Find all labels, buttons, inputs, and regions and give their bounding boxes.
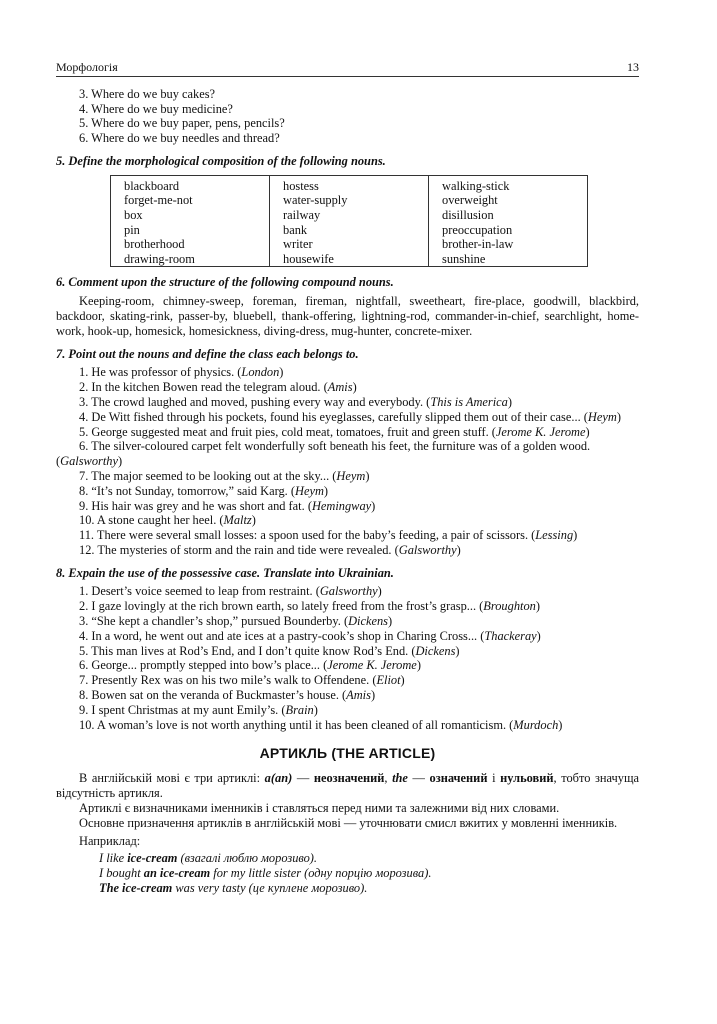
source-author: Murdoch <box>513 717 559 732</box>
closing-paren: ) <box>313 702 318 717</box>
table-cell: blackboard <box>124 178 180 193</box>
intro-text: В англійській мові є три артиклі: <box>79 771 265 786</box>
source-author: Amis <box>327 380 353 395</box>
exercise-8-list <box>56 584 639 732</box>
term-zero: нульовий <box>500 771 554 786</box>
closing-paren: ) <box>352 380 357 395</box>
list-item <box>56 614 639 629</box>
article-paragraph-4: Наприклад: <box>79 834 141 849</box>
closing-paren: ) <box>416 658 421 673</box>
sentence-text: 8. “It’s not Sunday, tomorrow,” said Karg. ( <box>79 483 295 498</box>
sentence-text: 3. “She kept a chandler’s shop,” pursued Bounderby. ( <box>79 614 349 629</box>
sentence-text: 12. The mysteries of storm and the rain and tide were revealed. ( <box>79 542 399 557</box>
sentence-text: 7. Presently Rex was on his two mile’s walk to Offendene. ( <box>79 673 377 688</box>
closing-paren: ) <box>536 628 541 643</box>
example-pre: I bought <box>99 866 144 881</box>
sentence-text: 3. The crowd laughed and moved, pushing every way and everybody. ( <box>79 394 431 409</box>
term-the: the <box>392 771 408 786</box>
sentence-text: 6. The silver-coloured carpet felt wonderfully soft beneath his feet, the furniture was of a golden wood. ( <box>56 439 591 469</box>
example-bold: ice-cream <box>127 851 178 866</box>
intro-rest: , тобто значуща відсутність артикля. <box>56 771 640 801</box>
exercise-4-tail <box>56 87 639 146</box>
source-author: Heym <box>295 483 324 498</box>
example-bold: The ice-cream <box>99 880 173 895</box>
sentence-text: 9. I spent Christmas at my aunt Emily’s. ( <box>79 702 286 717</box>
closing-paren: ) <box>455 643 460 658</box>
list-item <box>56 380 639 395</box>
list-item <box>56 599 639 614</box>
list-item <box>56 410 639 425</box>
list-item <box>56 673 639 688</box>
sentence-text: 7. The major seemed to be looking out at the sky... ( <box>79 468 337 483</box>
closing-paren: ) <box>323 483 329 498</box>
closing-paren: ) <box>377 584 382 599</box>
list-item <box>56 513 639 528</box>
source-author: Dickens <box>415 643 456 658</box>
sentence-text: 1. He was professor of physics. ( <box>79 365 242 380</box>
source-author: Hemingway <box>311 498 372 513</box>
source-author: Broughton <box>483 599 536 614</box>
exercise-5-title: 5. Define the morphological composition of the following nouns. <box>56 153 386 168</box>
source-author: Brain <box>285 702 314 717</box>
nouns-column <box>270 175 429 267</box>
table-cell: disillusion <box>442 207 494 222</box>
page-header <box>56 60 639 77</box>
source-author: Heym <box>336 468 366 483</box>
source-author: Galsworthy <box>60 454 118 469</box>
list-item: 6. Where do we buy needles and thread? <box>79 131 280 146</box>
source-author: This is America <box>430 394 508 409</box>
list-item: 3. Where do we buy cakes? <box>79 86 216 101</box>
sentence-text: 4. In a word, he went out and ate ices at a pastry-cook’s shop in Charing Cross... ( <box>79 628 485 643</box>
list-item <box>56 499 639 514</box>
list-item <box>56 528 639 543</box>
example-line <box>99 881 639 896</box>
closing-paren: ) <box>573 528 578 543</box>
list-item <box>56 629 639 644</box>
closing-paren: ) <box>365 468 370 483</box>
table-cell: housewife <box>283 251 334 266</box>
table-cell: forget-me-not <box>124 193 193 208</box>
list-item <box>56 469 639 484</box>
sentence-text: 4. De Witt fished through his pockets, found his eyeglasses, carefully slipped them out of their case... ( <box>79 409 588 424</box>
source-author: Heym <box>587 409 617 424</box>
list-item <box>56 439 639 469</box>
table-cell: walking-stick <box>442 178 510 193</box>
sentence-text: 5. George suggested meat and fruit pies, cold meat, tomatoes, fruit and green stuff. ( <box>79 424 496 439</box>
closing-paren: ) <box>388 614 393 629</box>
sentence-text: 5. This man lives at Rod’s End, and I don’t quite know Rod’s End. ( <box>79 643 416 658</box>
source-author: Amis <box>346 688 371 703</box>
exercise-6-title: 6. Comment upon the structure of the following compound nouns. <box>56 275 394 290</box>
table-cell: box <box>124 207 143 222</box>
closing-paren: ) <box>279 365 284 380</box>
nouns-column <box>111 175 270 267</box>
closing-paren: ) <box>251 513 256 528</box>
list-item <box>56 365 639 380</box>
closing-paren: ) <box>370 688 376 703</box>
list-item <box>56 484 639 499</box>
exercise-8-title: 8. Expain the use of the possessive case. Translate into Ukrainian. <box>56 565 394 580</box>
sentence-text: 6. George... promptly stepped into bow’s place... ( <box>79 658 328 673</box>
compound-nouns-paragraph: Keeping-room, chimney-sweep, foreman, fireman, nightfall, sweetheart, fire-place, goodwill, blackbird, backdoor, skating-rink, passer-by, bluebell, thank-offering, lightning-rod, commander-in-chief, searchlight, home-work, hook-up, homesick, homesickness, diving-dress, mug-hunter, concrete-mixer. <box>56 294 639 338</box>
list-item: 4. Where do we buy medicine? <box>79 101 233 116</box>
sentence-text: 1. Desert’s voice seemed to leap from restraint. ( <box>79 584 320 599</box>
table-cell: railway <box>283 207 321 222</box>
table-cell: sunshine <box>442 251 486 266</box>
example-post: (взагалі люблю морозиво). <box>177 851 318 866</box>
term-a-an: a(an) <box>264 771 293 786</box>
article-intro-paragraph <box>56 771 639 801</box>
article-paragraph-2: Артиклі є визначниками іменників і ставляться перед ними та залежними від них словами. <box>79 800 560 815</box>
closing-paren: ) <box>616 409 621 424</box>
closing-paren: ) <box>535 599 540 614</box>
exercise-7-list <box>56 365 639 557</box>
table-cell: pin <box>124 222 140 237</box>
source-author: Jerome K. Jerome <box>327 658 417 673</box>
table-cell: drawing-room <box>124 251 195 266</box>
sentence-text: 11. There were several small losses: a spoon used for the baby’s feeding, a pair of scissors. ( <box>79 528 536 543</box>
sentence-text: 2. I gaze lovingly at the rich brown earth, so lately freed from the frost’s grasp... ( <box>79 599 484 614</box>
nouns-table <box>110 175 588 268</box>
table-cell: brotherhood <box>124 237 185 252</box>
list-item <box>56 688 639 703</box>
article-examples <box>56 851 639 895</box>
sentence-text: 8. Bowen sat on the veranda of Buckmaster’s house. ( <box>79 688 347 703</box>
source-author: Galsworthy <box>319 584 378 599</box>
example-line <box>99 866 639 881</box>
list-item <box>56 718 639 733</box>
source-author: Thackeray <box>484 628 537 643</box>
list-item: 5. Where do we buy paper, pens, pencils? <box>79 116 285 131</box>
conjunction: і <box>487 771 501 786</box>
list-item <box>56 658 639 673</box>
example-pre: I like <box>99 851 128 866</box>
source-author: Dickens <box>348 614 389 629</box>
closing-paren: ) <box>507 394 513 409</box>
article-paragraph-3: Основне призначення артиклів в англійській мові — уточнювати смисл вжитих у мовленні іменників. <box>79 815 618 830</box>
closing-paren: ) <box>456 542 461 557</box>
section-title: АРТИКЛЬ (THE ARTICLE) <box>259 745 436 762</box>
comma: , <box>384 771 393 786</box>
source-author: Lessing <box>535 528 574 543</box>
table-cell: bank <box>283 222 308 237</box>
example-post: for my little sister (одну порцію морозива). <box>210 866 432 881</box>
source-author: Galsworthy <box>398 542 457 557</box>
table-cell: brother-in-law <box>442 237 514 252</box>
source-author: Maltz <box>223 513 252 528</box>
closing-paren: ) <box>585 424 590 439</box>
page-number: 13 <box>627 60 639 74</box>
list-item <box>56 543 639 558</box>
list-item <box>56 644 639 659</box>
sentence-text: 2. In the kitchen Bowen read the telegram aloud. ( <box>79 380 328 395</box>
running-title: Морфологія <box>56 60 118 74</box>
example-post: was very tasty (це куплене морозиво). <box>172 880 368 895</box>
list-item <box>56 425 639 440</box>
source-author: London <box>241 365 280 380</box>
list-item <box>56 584 639 599</box>
table-cell: writer <box>283 237 313 252</box>
page <box>56 60 639 896</box>
closing-paren: ) <box>371 498 376 513</box>
sentence-text: 10. A woman’s love is not worth anything until it has been cleaned of all romanticism. ( <box>79 717 514 732</box>
nouns-column <box>429 175 588 267</box>
table-cell: preoccupation <box>442 222 513 237</box>
closing-paren: ) <box>117 454 123 469</box>
example-bold: an ice-cream <box>143 866 211 881</box>
sentence-text: 10. A stone caught her heel. ( <box>79 513 224 528</box>
dash: — <box>292 771 314 786</box>
source-author: Eliot <box>376 673 401 688</box>
table-cell: water-supply <box>283 193 348 208</box>
term-definite: означений <box>429 771 488 786</box>
exercise-7-title: 7. Point out the nouns and define the class each belongs to. <box>56 346 359 361</box>
list-item <box>56 703 639 718</box>
dash: — <box>407 771 430 786</box>
list-item <box>56 395 639 410</box>
closing-paren: ) <box>558 717 563 732</box>
table-cell: hostess <box>283 178 319 193</box>
example-line <box>99 851 639 866</box>
sentence-text: 9. His hair was grey and he was short and fat. ( <box>79 498 312 513</box>
source-author: Jerome K. Jerome <box>495 424 586 439</box>
term-indefinite: неозначений <box>313 771 385 786</box>
closing-paren: ) <box>400 673 405 688</box>
table-cell: overweight <box>442 193 498 208</box>
